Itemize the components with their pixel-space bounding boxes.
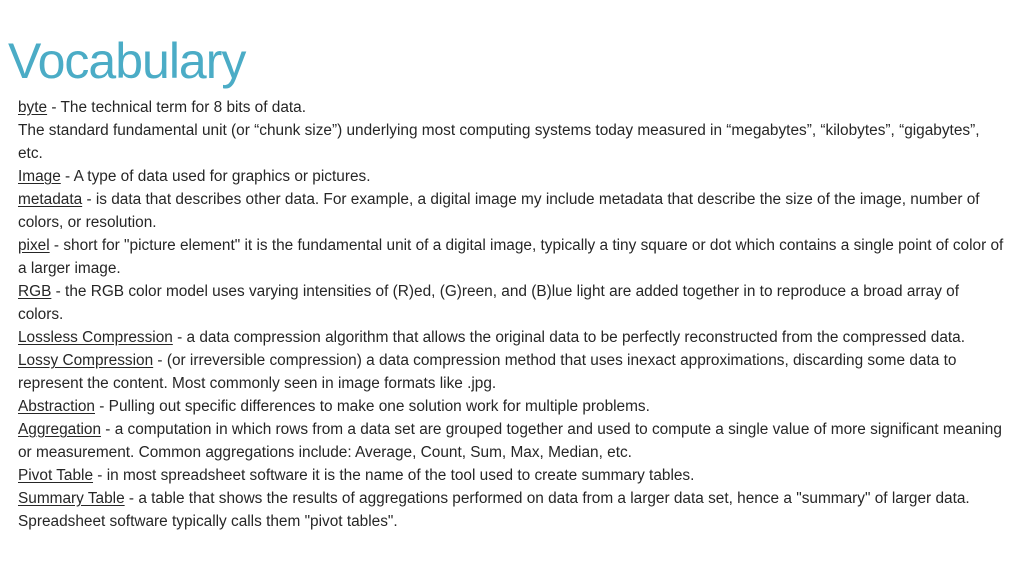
vocab-term: Lossless Compression [18,329,173,346]
slide-title: Vocabulary [8,33,246,89]
vocab-entry-lossless [18,326,1008,349]
vocab-entry-image [18,165,1008,188]
vocab-entry-metadata [18,188,1008,234]
vocab-definition: - A type of data used for graphics or pictures. [60,168,371,185]
vocab-definition: - a data compression algorithm that allows the original data to be perfectly reconstructed from the compressed data. [172,329,965,346]
vocab-definition: The standard fundamental unit (or “chunk size”) underlying most computing systems today measured in “megabytes”, “kilobytes”, “gigabytes”, etc. [18,122,980,162]
vocab-definition: - in most spreadsheet software it is the name of the tool used to create summary tables. [93,467,695,484]
vocab-entry-byte [18,96,1008,119]
vocabulary-list [18,96,1008,533]
vocab-entry-pivot-table [18,464,1008,487]
vocab-entry-lossy [18,349,1008,395]
vocab-definition: - The technical term for 8 bits of data. [47,99,307,116]
vocab-definition: - Pulling out specific differences to make one solution work for multiple problems. [95,398,650,415]
vocab-entry-aggregation [18,418,1008,464]
vocab-entry-abstraction [18,395,1008,418]
vocab-definition: - is data that describes other data. For example, a digital image my include metadata that describe the size of the image, number of colors, or resolution. [18,191,980,231]
vocab-entry-pixel [18,234,1008,280]
vocab-term: Pivot Table [18,467,94,484]
vocab-term: Lossy Compression [18,352,154,369]
vocab-definition: - the RGB color model uses varying intensities of (R)ed, (G)reen, and (B)lue light are added together in to reproduce a broad array of colors. [18,283,960,323]
vocab-definition: - short for "picture element" it is the fundamental unit of a digital image, typically a tiny square or dot which contains a single point of color of a larger image. [18,237,1004,277]
vocab-term: Abstraction [18,398,95,415]
vocab-term: Summary Table [18,490,125,507]
vocab-entry-rgb [18,280,1008,326]
vocab-definition: - a table that shows the results of aggregations performed on data from a larger data set, hence a "summary" of larger data. Spreadsheet software typically calls them "pivot tables". [18,490,970,530]
vocab-term: Aggregation [18,421,102,438]
vocab-definition: - a computation in which rows from a data set are grouped together and used to compute a single value of more significant meaning or measurement. Common aggregations include: Average, Count, Sum, Max, Median, etc. [18,421,1002,461]
vocab-entry-byte-note [18,119,1008,165]
vocab-term: Image [18,168,61,185]
vocab-term: metadata [18,191,83,208]
vocab-term: byte [18,99,48,116]
vocab-term: pixel [18,237,50,254]
vocab-definition: - (or irreversible compression) a data compression method that uses inexact approximations, discarding some data to represent the content. Most commonly seen in image formats like .jpg. [18,352,957,392]
vocab-term: RGB [18,283,52,300]
vocab-entry-summary-table [18,487,1008,533]
